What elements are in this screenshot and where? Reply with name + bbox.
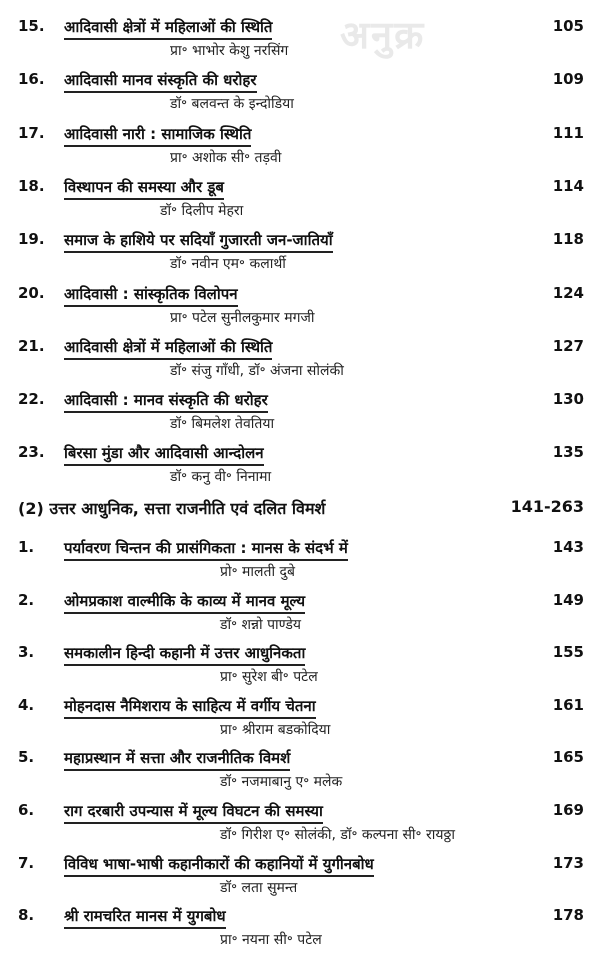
entry-author: डॉ॰ गिरीश ए॰ सोलंकी, डॉ॰ कल्पना सी॰ रायठ्ठा (220, 827, 456, 843)
entry-author: प्रा॰ पटेल सुनीलकुमार मगजी (170, 309, 315, 326)
entry-number: 5. (18, 748, 35, 767)
title-underline (64, 305, 238, 307)
entry-author: डॉ॰ बिमलेश तेवतिया (170, 416, 275, 433)
entry-page-number: 173 (552, 853, 584, 872)
entry-page-number: 149 (552, 590, 584, 609)
entry-page-number: 127 (552, 336, 584, 355)
toc-entry (0, 591, 600, 641)
entry-title: पर्यावरण चिन्तन की प्रासंगिकता : मानस के संदर्भ में (64, 539, 348, 557)
entry-page-number: 178 (552, 906, 584, 925)
background-bleed-text: अनुक्र (340, 12, 426, 57)
entry-title: आदिवासी मानव संस्कृति की धरोहर (64, 71, 257, 90)
entry-title: बिरसा मुंडा और आदिवासी आन्दोलन (64, 444, 264, 463)
toc-entry (0, 538, 600, 588)
toc-entry (0, 906, 600, 956)
entry-title: समाज के हाशिये पर सदियाँ गुजारती जन-जातियाँ (64, 231, 333, 250)
toc-entry (0, 70, 600, 120)
title-underline (64, 822, 323, 824)
entry-number: 15. (18, 17, 45, 35)
toc-entry (0, 124, 600, 174)
entry-title: महाप्रस्थान में सत्ता और राजनीतिक विमर्श (64, 749, 291, 768)
toc-entry (0, 643, 600, 693)
entry-title: आदिवासी नारी : सामाजिक स्थिति (64, 124, 252, 143)
entry-page-number: 111 (552, 123, 584, 142)
toc-entry (0, 748, 600, 798)
entry-title: विस्थापन की समस्या और डूब (64, 177, 224, 196)
entry-title: राग दरबारी उपन्यास में मूल्य विघटन की समस्या (64, 802, 323, 820)
entry-page-number: 161 (552, 695, 584, 714)
toc-entry (0, 177, 600, 227)
entry-title: विविध भाषा-भाषी कहानीकारों की कहानियों में युगीनबोध (64, 854, 374, 873)
title-underline (64, 717, 316, 719)
toc-entry (0, 854, 600, 904)
entry-title: समकालीन हिन्दी कहानी में उत्तर आधुनिकता (64, 644, 306, 663)
toc-entry (0, 230, 600, 280)
title-underline (64, 145, 251, 147)
entry-author: डॉ॰ कनु वी॰ निनामा (170, 469, 272, 486)
entry-number: 8. (18, 906, 35, 925)
title-underline (64, 769, 290, 771)
entry-author: डॉ॰ नवीन एम॰ कलार्थी (170, 256, 286, 273)
entry-number: 4. (18, 695, 35, 714)
title-underline (64, 38, 272, 40)
entry-number: 3. (18, 643, 35, 662)
entry-number: 23. (18, 443, 45, 462)
entry-page-number: 155 (552, 643, 584, 662)
entry-title: आदिवासी क्षेत्रों में महिलाओं की स्थिति (64, 18, 273, 36)
entry-number: 16. (18, 70, 45, 89)
entry-page-number: 169 (552, 801, 584, 819)
entry-author: डॉ॰ संजु गाँधी, डॉ॰ अंजना सोलंकी (170, 362, 344, 379)
entry-page-number: 165 (552, 748, 584, 767)
entry-number: 18. (18, 176, 45, 195)
entry-author: प्रा॰ अशोक सी॰ तड़वी (170, 149, 282, 166)
entry-page-number: 130 (552, 390, 584, 409)
entry-number: 20. (18, 283, 45, 302)
entry-number: 22. (18, 390, 45, 409)
toc-entry (0, 17, 600, 67)
entry-page-number: 109 (552, 70, 584, 89)
title-underline (64, 91, 257, 93)
entry-title: मोहनदास नैमिशराय के साहित्य में वर्गीय चेतना (64, 696, 316, 715)
entry-number: 6. (18, 801, 35, 819)
entry-page-number: 143 (552, 538, 584, 556)
entry-title: ओमप्रकाश वाल्मीकि के काव्य में मानव मूल्य (64, 591, 306, 610)
toc-entry (0, 801, 600, 851)
entry-page-number: 105 (552, 17, 584, 35)
section-page-range: 141-263 (510, 497, 584, 516)
title-underline (64, 664, 305, 666)
toc-entry (0, 337, 600, 387)
entry-author: प्रा॰ श्रीराम बडकोदिया (220, 721, 331, 738)
entry-author: प्रा॰ नयना सी॰ पटेल (220, 932, 322, 949)
entry-title: आदिवासी : मानव संस्कृति की धरोहर (64, 391, 268, 410)
title-underline (64, 927, 226, 929)
entry-number: 2. (18, 590, 35, 609)
entry-number: 21. (18, 336, 45, 355)
title-underline (64, 358, 272, 360)
entry-number: 1. (18, 538, 35, 556)
section-heading (0, 497, 600, 527)
entry-author: प्रा॰ सुरेश बी॰ पटेल (220, 669, 318, 686)
title-underline (64, 198, 224, 200)
entry-author: डॉ॰ बलवन्त के इन्दोडिया (170, 96, 294, 113)
entry-author: डॉ॰ नजमाबानु ए॰ मलेक (220, 774, 343, 791)
toc-entry (0, 284, 600, 334)
entry-title: श्री रामचरित मानस में युगबोध (64, 907, 226, 926)
section-title: (2) उत्तर आधुनिक, सत्ता राजनीति एवं दलित विमर्श (18, 499, 326, 518)
title-underline (64, 559, 348, 561)
entry-page-number: 118 (552, 230, 584, 249)
entry-author: प्रा॰ भाभोर केशु नरसिंग (170, 43, 289, 59)
entry-page-number: 135 (552, 443, 584, 462)
title-underline (64, 411, 268, 413)
entry-title: आदिवासी : सांस्कृतिक विलोपन (64, 284, 238, 303)
title-underline (64, 464, 264, 466)
entry-author: डॉ॰ शन्नो पाण्डेय (220, 616, 301, 633)
toc-entry (0, 696, 600, 746)
entry-page-number: 114 (552, 176, 584, 195)
entry-page-number: 124 (552, 283, 584, 302)
entry-title: आदिवासी क्षेत्रों में महिलाओं की स्थिति (64, 337, 273, 356)
toc-entry (0, 443, 600, 493)
entry-author: प्रो॰ मालती दुबे (220, 564, 295, 580)
title-underline (64, 251, 333, 253)
entry-number: 19. (18, 230, 45, 249)
entry-number: 17. (18, 123, 45, 142)
title-underline (64, 612, 305, 614)
entry-author: डॉ॰ दिलीप मेहरा (160, 202, 244, 219)
toc-entry (0, 390, 600, 440)
entry-author: डॉ॰ लता सुमन्त (220, 879, 298, 896)
title-underline (64, 875, 374, 877)
entry-number: 7. (18, 853, 35, 872)
